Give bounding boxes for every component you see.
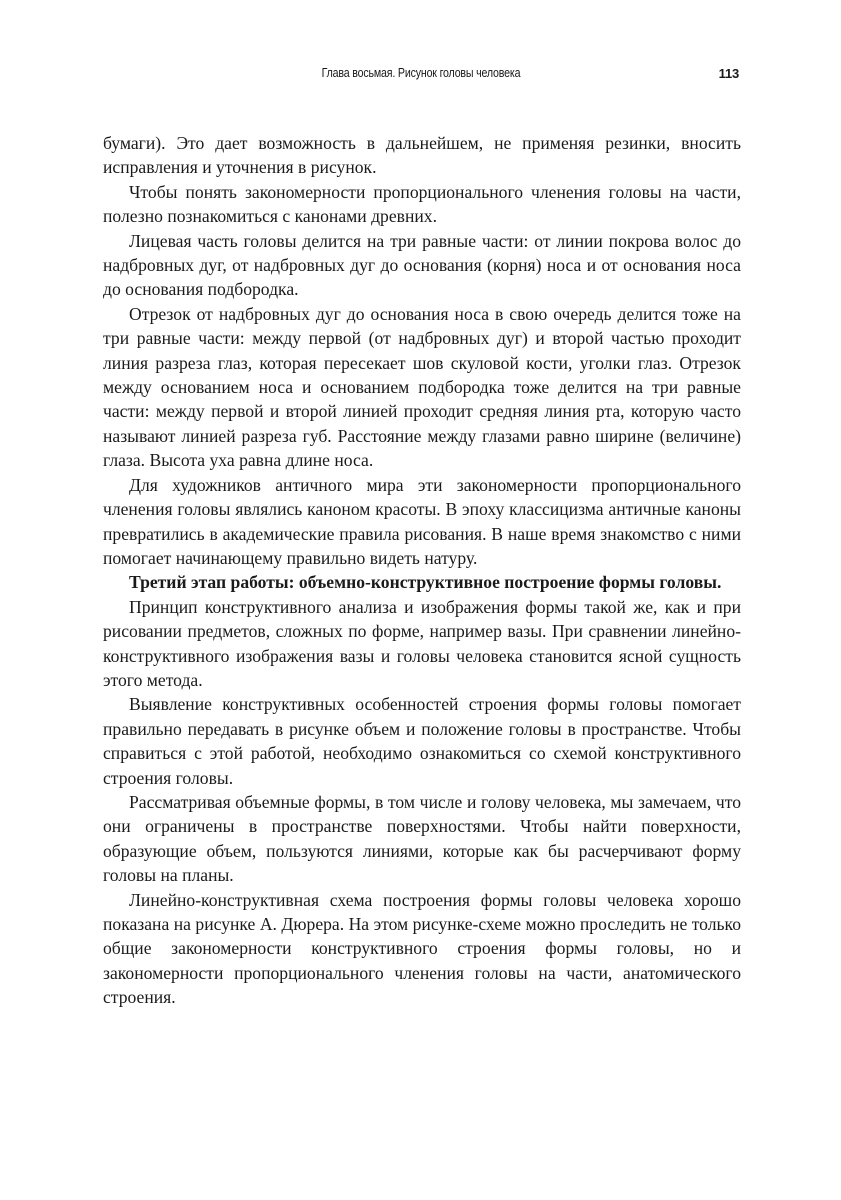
paragraph: Линейно-конструктивная схема построения формы головы человека хорошо показана на рисунке А. Дюрера. На этом рисунке-схеме можно проследить не только общие закономерности конструктивного строения формы головы, но и закономерности пропорционального членения головы на части, анатомического строения. [103, 889, 741, 1008]
section-heading: Третий этап работы: объемно-конструктивное построение формы головы. [129, 572, 722, 593]
paragraph: Лицевая часть головы делится на три равные части: от линии покрова волос до надбровных дуг, от надбровных дуг до основания (корня) носа и от основания носа до основания подбородка. [103, 230, 741, 300]
paragraph: Отрезок от надбровных дуг до основания носа в свою очередь делится тоже на три равные части: между первой (от надбровных дуг) и второй частью проходит линия разреза глаз, которая пересекает шов скуловой кости, уголки глаз. Отрезок между основанием носа и основанием подбородка тоже делится на три равные части: между первой и второй линией проходит средняя линия рта, которую часто называют линией разреза губ. Расстояние между глазами равно ширине (величине) глаза. Высота уха равна длине носа. [103, 303, 741, 471]
body-text [103, 131, 741, 1010]
running-head [103, 64, 739, 84]
paragraph: Чтобы понять закономерности пропорционального членения головы на части, полезно познакомиться с канонами древних. [103, 181, 741, 227]
paragraph: Принцип конструктивного анализа и изображения формы такой же, как и при рисовании предметов, сложных по форме, например вазы. При сравнении линейно-конструктивного изображения вазы и головы человека становится ясной сущность этого метода. [103, 596, 741, 690]
paragraph: Выявление конструктивных особенностей строения формы головы помогает правильно передавать в рисунке объем и положение головы в пространстве. Чтобы справиться с этой работой, необходимо ознакомиться со схемой конструктивного строения головы. [103, 694, 741, 788]
paragraph: бумаги). Это дает возможность в дальнейшем, не применяя резинки, вносить исправления и уточнения в рисунок. [103, 133, 741, 178]
paragraph: Рассматривая объемные формы, в том числе и голову человека, мы замечаем, что они ограничены в пространстве поверхностями. Чтобы найти поверхности, образующие объем, пользуются линиями, которые как бы расчерчивают форму головы на планы. [103, 791, 741, 886]
chapter-title: Глава восьмая. Рисунок головы человека [321, 66, 521, 80]
paragraph: Для художников античного мира эти закономерности пропорционального членения головы являлись каноном красоты. В эпоху классицизма античные каноны превратились в академические правила рисования. В наше время знакомство с ними помогает начинающему правильно видеть натуру. [103, 474, 741, 568]
page-number: 113 [718, 66, 739, 81]
